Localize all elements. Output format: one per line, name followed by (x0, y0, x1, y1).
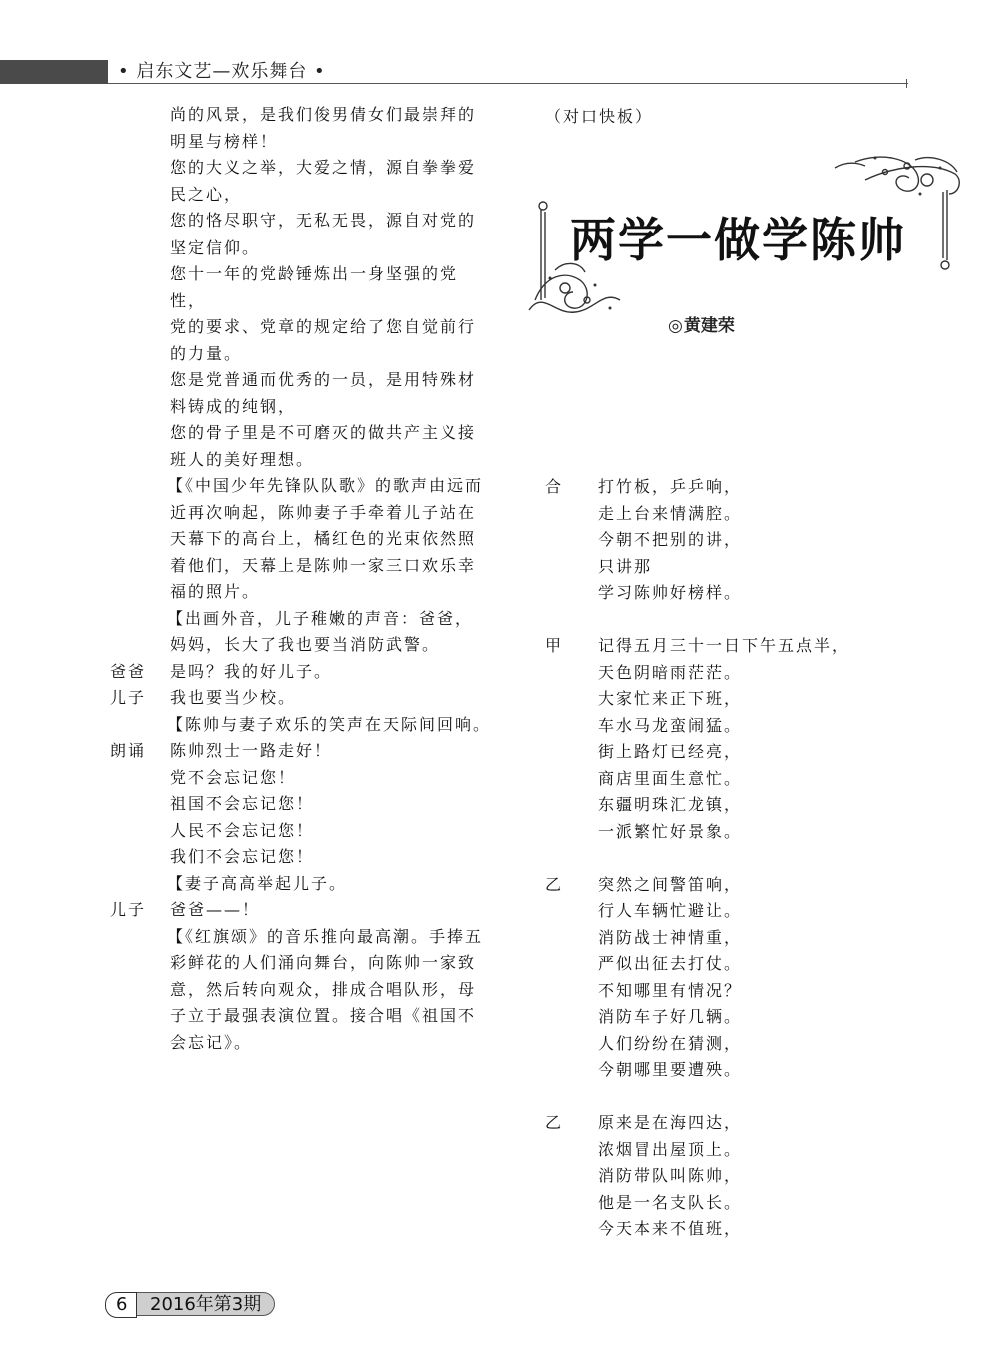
text-line (110, 924, 490, 951)
speaker-label: 乙 (545, 874, 564, 894)
text-line (110, 526, 490, 553)
text-line (545, 766, 945, 793)
line-text: 明星与榜样！ (170, 131, 279, 151)
line-text: 会忘记》。 (170, 1032, 253, 1052)
text-line (545, 819, 945, 846)
line-text: 【陈帅与妻子欢乐的笑声在天际间回响。 (167, 714, 492, 734)
text-line (545, 713, 945, 740)
line-text: 的力量。 (170, 343, 243, 363)
text-line (110, 314, 490, 341)
text-line (110, 897, 490, 924)
line-text: 福的照片。 (170, 582, 261, 601)
text-line (110, 1003, 490, 1030)
line-text: 一派繁忙好景象。 (598, 821, 743, 841)
text-line (545, 978, 945, 1005)
stanza-gap (545, 1084, 945, 1111)
line-text: 性， (170, 290, 207, 310)
line-text: 您的骨子里是不可磨灭的做共产主义接 (170, 423, 477, 442)
header-rule-end (906, 79, 907, 88)
author-byline (668, 311, 735, 336)
text-line (110, 500, 490, 527)
text-line (545, 1190, 945, 1217)
text-line (545, 1057, 945, 1084)
text-line (110, 447, 490, 474)
line-text: 东疆明珠汇龙镇， (598, 795, 743, 814)
line-text: 意，然后转向观众，排成合唱队形，母 (170, 979, 477, 999)
text-line (110, 420, 490, 447)
section-title: • 启东文艺—欢乐舞台 • (118, 61, 326, 82)
text-line (110, 473, 490, 500)
text-line (545, 686, 945, 713)
page-number: 6 (105, 1292, 137, 1318)
text-line (110, 738, 490, 765)
text-line (110, 606, 490, 633)
text-line (110, 288, 490, 315)
line-text: 消防带队叫陈帅， (598, 1166, 743, 1185)
text-line (545, 792, 945, 819)
line-text: 您的恪尽职守，无私无畏，源自对党的 (170, 211, 477, 230)
text-line (545, 580, 945, 607)
text-line (110, 102, 490, 129)
line-text: 是吗？我的好儿子。 (170, 661, 333, 681)
line-text: 民之心， (170, 184, 243, 204)
text-line (110, 182, 490, 209)
text-line (110, 553, 490, 580)
text-line (110, 977, 490, 1004)
line-text: 子立于最强表演位置。接合唱《祖国不 (170, 1006, 477, 1025)
issue-badge: 2016年第3期 (133, 1292, 275, 1316)
line-text: 祖国不会忘记您！ (170, 794, 315, 813)
line-text: 浓烟冒出屋顶上。 (598, 1139, 743, 1159)
text-line (110, 950, 490, 977)
text-line (110, 844, 490, 871)
line-text: 坚定信仰。 (170, 237, 261, 257)
speaker-label: 儿子 (110, 688, 147, 707)
line-text: 今朝不把别的讲， (598, 530, 743, 549)
line-text: 您十一年的党龄锤炼出一身坚强的党 (170, 264, 459, 283)
text-line (545, 554, 945, 581)
line-text: 彩鲜花的人们涌向舞台，向陈帅一家致 (170, 953, 477, 972)
text-line (110, 871, 490, 898)
line-text: 天色阴暗雨茫茫。 (598, 662, 743, 682)
text-line (110, 394, 490, 421)
article-title: 两学一做学陈帅 (570, 213, 906, 267)
line-text: 学习陈帅好榜样。 (598, 583, 743, 602)
text-line (545, 1137, 945, 1164)
line-text: 【出画外音，儿子稚嫩的声音：爸爸， (167, 608, 474, 628)
line-text: 不知哪里有情况？ (598, 980, 743, 1000)
text-line (110, 712, 490, 739)
line-text: 今朝哪里要遭殃。 (598, 1060, 743, 1079)
text-line (545, 898, 945, 925)
line-text: 今天本来不值班， (598, 1219, 743, 1238)
text-line (545, 501, 945, 528)
line-text: 班人的美好理想。 (170, 449, 315, 469)
speaker-label: 朗诵 (110, 741, 147, 760)
text-line (110, 235, 490, 262)
line-text: 走上台来情满腔。 (598, 503, 743, 523)
text-line (545, 633, 945, 660)
line-text: 人们纷纷在猜测， (598, 1033, 743, 1053)
line-text: 【妻子高高举起儿子。 (167, 873, 348, 893)
line-text: 【《中国少年先锋队队歌》的歌声由远而 (167, 476, 484, 495)
speaker-label: 爸爸 (110, 661, 147, 681)
text-line (545, 951, 945, 978)
line-text: 商店里面生意忙。 (598, 768, 743, 788)
line-text: 尚的风景，是我们俊男倩女们最崇拜的 (170, 105, 477, 124)
speaker-label: 甲 (545, 636, 564, 655)
text-line (110, 341, 490, 368)
text-line (545, 660, 945, 687)
line-text: 打竹板，乒乒响， (598, 477, 743, 496)
text-line (110, 155, 490, 182)
text-line (110, 1030, 490, 1057)
text-line (545, 1110, 945, 1137)
line-text: 消防战士神情重， (598, 927, 743, 947)
line-text: 消防车子好几辆。 (598, 1007, 743, 1026)
line-text: 党不会忘记您！ (170, 767, 297, 787)
author-mark: ◎ (668, 316, 683, 336)
speaker-label: 合 (545, 477, 564, 496)
right-text-column (545, 474, 945, 1243)
line-text: 党的要求、党章的规定给了您自觉前行 (170, 317, 477, 336)
text-line (110, 765, 490, 792)
text-line (545, 1216, 945, 1243)
line-text: 原来是在海四达， (598, 1113, 743, 1132)
speaker-label: 儿子 (110, 900, 147, 919)
text-line (545, 1031, 945, 1058)
line-text: 只讲那 (598, 556, 653, 576)
line-text: 您的大义之举，大爱之情，源自拳拳爱 (170, 158, 477, 177)
header-bar (0, 60, 108, 84)
text-line (545, 1004, 945, 1031)
line-text: 街上路灯已经亮， (598, 742, 743, 761)
line-text: 爸爸——！ (170, 900, 261, 919)
text-line (110, 818, 490, 845)
line-text: 天幕下的高台上，橘红色的光束依然照 (170, 529, 477, 548)
text-line (110, 659, 490, 686)
line-text: 我也要当少校。 (170, 688, 297, 707)
text-line (110, 367, 490, 394)
line-text: 突然之间警笛响， (598, 874, 743, 894)
line-text: 我们不会忘记您！ (170, 847, 315, 866)
line-text: 着他们，天幕上是陈帅一家三口欢乐幸 (170, 555, 477, 575)
line-text: 大家忙来正下班， (598, 689, 743, 708)
line-text: 行人车辆忙避让。 (598, 901, 743, 920)
line-text: 车水马龙蛮闹猛。 (598, 715, 743, 735)
stanza-gap (545, 845, 945, 872)
line-text: 【《红旗颂》的音乐推向最高潮。手捧五 (167, 926, 484, 946)
text-line (110, 685, 490, 712)
line-text: 您是党普通而优秀的一员，是用特殊材 (170, 370, 477, 389)
text-line (545, 474, 945, 501)
line-text: 陈帅烈士一路走好！ (170, 741, 333, 760)
text-line (545, 1163, 945, 1190)
line-text: 近再次响起，陈帅妻子手牵着儿子站在 (170, 502, 477, 522)
text-line (110, 261, 490, 288)
text-line (110, 129, 490, 156)
line-text: 他是一名支队长。 (598, 1192, 743, 1212)
text-line (545, 872, 945, 899)
line-text: 人民不会忘记您！ (170, 820, 315, 840)
text-line (110, 208, 490, 235)
stanza-gap (545, 607, 945, 634)
text-line (110, 632, 490, 659)
speaker-label: 乙 (545, 1113, 564, 1132)
line-text: 记得五月三十一日下午五点半， (598, 636, 851, 655)
line-text: 严似出征去打仗。 (598, 954, 743, 973)
line-text: 料铸成的纯钢， (170, 396, 297, 416)
left-text-column (110, 102, 490, 1056)
text-line (545, 527, 945, 554)
genre-label: （对口快板） (545, 107, 654, 126)
text-line (110, 579, 490, 606)
text-line (545, 925, 945, 952)
text-line (110, 791, 490, 818)
author-name: 黄建荣 (683, 316, 735, 336)
text-line (545, 739, 945, 766)
line-text: 妈妈，长大了我也要当消防武警。 (170, 635, 441, 654)
